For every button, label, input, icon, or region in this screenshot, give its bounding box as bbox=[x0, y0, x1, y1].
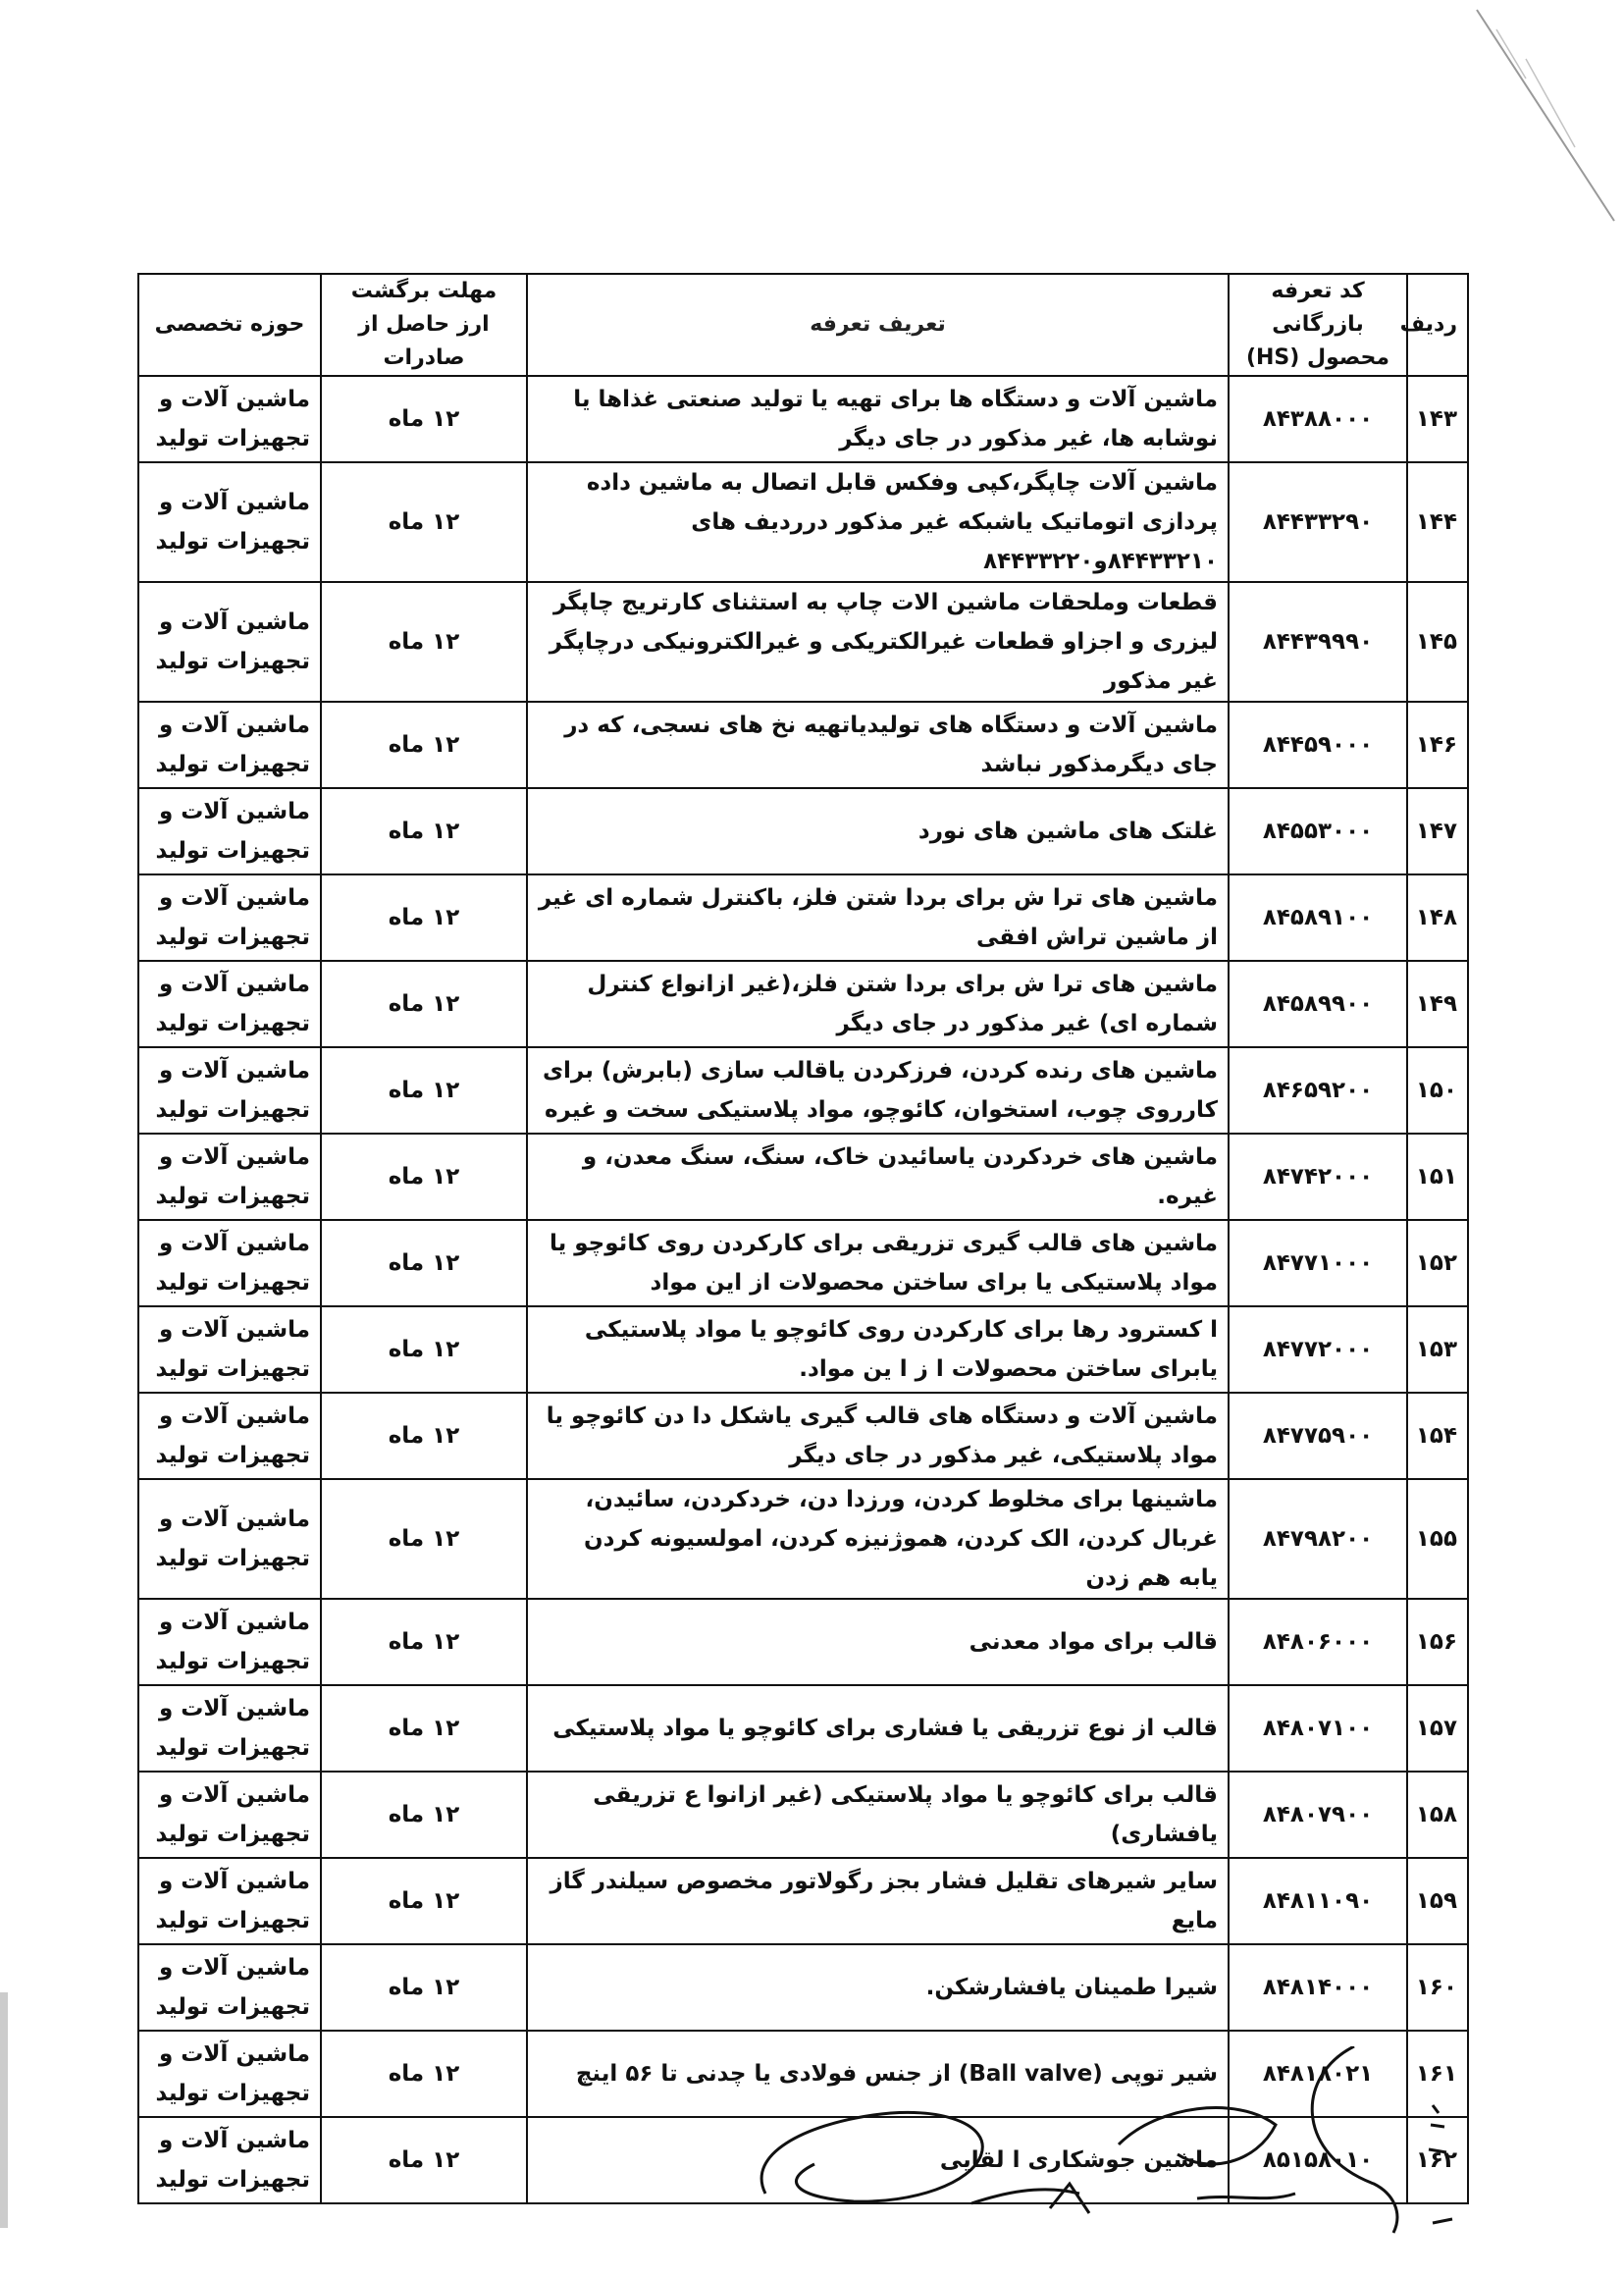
return-period: ۱۲ ماه bbox=[321, 788, 527, 874]
tariff-description: ماشین های قالب گیری تزریقی برای کارکردن روی کائوچو یا مواد پلاستیکی یا برای ساختن محصولات از این مواد bbox=[527, 1220, 1229, 1306]
row-number: ۱۶۰ bbox=[1407, 1944, 1468, 2031]
specialty-field: ماشین آلات و تجهیزات تولید bbox=[138, 702, 321, 788]
specialty-field: ماشین آلات و تجهیزات تولید bbox=[138, 2031, 321, 2117]
tariff-description: سایر شیرهای تقلیل فشار بجز رگولاتور مخصوص سیلندر گاز مایع bbox=[527, 1858, 1229, 1944]
hs-code: ۸۴۸۰۷۹۰۰ bbox=[1229, 1772, 1407, 1858]
table-row bbox=[138, 1685, 1468, 1772]
hs-code: ۸۴۵۸۹۹۰۰ bbox=[1229, 961, 1407, 1047]
tariff-description: ماشین های ترا ش برای بردا شتن فلز،(غیر ازانواع کنترل شماره ای) غیر مذکور در جای دیگر bbox=[527, 961, 1229, 1047]
specialty-field: ماشین آلات و تجهیزات تولید bbox=[138, 1944, 321, 2031]
tariff-table bbox=[137, 273, 1469, 2204]
row-number: ۱۴۹ bbox=[1407, 961, 1468, 1047]
table-row bbox=[138, 1306, 1468, 1393]
row-number: ۱۴۳ bbox=[1407, 376, 1468, 462]
row-number: ۱۴۵ bbox=[1407, 582, 1468, 702]
row-number: ۱۵۰ bbox=[1407, 1047, 1468, 1134]
table-row bbox=[138, 702, 1468, 788]
row-number: ۱۴۸ bbox=[1407, 874, 1468, 961]
table-row bbox=[138, 462, 1468, 582]
tariff-description: ماشین های رنده کردن، فرزکردن یاقالب سازی (بابرش) برای کارروی چوب، استخوان، کائوچو، مواد پلاستیکی سخت و غیره bbox=[527, 1047, 1229, 1134]
handwritten-signatures bbox=[746, 2046, 1492, 2262]
table-row bbox=[138, 1220, 1468, 1306]
signature-scribble-mid bbox=[971, 2184, 1089, 2213]
scan-edge-shadow bbox=[0, 1992, 8, 2228]
return-period: ۱۲ ماه bbox=[321, 1772, 527, 1858]
tariff-description: ماشین های ترا ش برای بردا شتن فلز، باکنترل شماره ای غیر از ماشین تراش افقی bbox=[527, 874, 1229, 961]
hs-code: ۸۴۵۸۹۱۰۰ bbox=[1229, 874, 1407, 961]
tariff-description: قالب برای مواد معدنی bbox=[527, 1599, 1229, 1685]
return-period: ۱۲ ماه bbox=[321, 1220, 527, 1306]
specialty-field: ماشین آلات و تجهیزات تولید bbox=[138, 1599, 321, 1685]
hs-code: ۸۴۸۱۴۰۰۰ bbox=[1229, 1944, 1407, 2031]
row-number: ۱۶۱ bbox=[1407, 2031, 1468, 2117]
row-number: ۱۵۶ bbox=[1407, 1599, 1468, 1685]
return-period: ۱۲ ماه bbox=[321, 2117, 527, 2203]
table-row bbox=[138, 376, 1468, 462]
row-number: ۱۶۲ bbox=[1407, 2117, 1468, 2203]
tariff-description: شیرا طمینان یافشارشکن. bbox=[527, 1944, 1229, 2031]
table-row bbox=[138, 1772, 1468, 1858]
table-row bbox=[138, 1858, 1468, 1944]
table-row bbox=[138, 874, 1468, 961]
specialty-field: ماشین آلات و تجهیزات تولید bbox=[138, 788, 321, 874]
table-row bbox=[138, 961, 1468, 1047]
tariff-description: ماشین آلات و دستگاه های تولیدیاتهیه نخ های نسجی، که در جای دیگرمذکور نباشد bbox=[527, 702, 1229, 788]
hs-code: ۸۴۳۸۸۰۰۰ bbox=[1229, 376, 1407, 462]
specialty-field: ماشین آلات و تجهیزات تولید bbox=[138, 462, 321, 582]
row-number: ۱۴۷ bbox=[1407, 788, 1468, 874]
row-number: ۱۵۵ bbox=[1407, 1479, 1468, 1599]
row-number: ۱۵۳ bbox=[1407, 1306, 1468, 1393]
row-number: ۱۵۹ bbox=[1407, 1858, 1468, 1944]
return-period: ۱۲ ماه bbox=[321, 1393, 527, 1479]
specialty-field: ماشین آلات و تجهیزات تولید bbox=[138, 1685, 321, 1772]
specialty-field: ماشین آلات و تجهیزات تولید bbox=[138, 1772, 321, 1858]
specialty-field: ماشین آلات و تجهیزات تولید bbox=[138, 961, 321, 1047]
return-period: ۱۲ ماه bbox=[321, 2031, 527, 2117]
header-description bbox=[527, 274, 1229, 376]
header-return-period: مهلت برگشت ارز حاصل از صادرات bbox=[321, 274, 527, 376]
hs-code: ۸۴۸۱۸۰۲۱ bbox=[1229, 2031, 1407, 2117]
row-number: ۱۵۷ bbox=[1407, 1685, 1468, 1772]
specialty-field: ماشین آلات و تجهیزات تولید bbox=[138, 1220, 321, 1306]
return-period: ۱۲ ماه bbox=[321, 1944, 527, 2031]
return-period: ۱۲ ماه bbox=[321, 702, 527, 788]
tariff-description: ا کسترود رها برای کارکردن روی کائوچو یا مواد پلاستیکی یابرای ساختن محصولات ا ز ا ین مواد. bbox=[527, 1306, 1229, 1393]
hs-code: ۸۴۷۹۸۲۰۰ bbox=[1229, 1479, 1407, 1599]
table-header-row bbox=[138, 274, 1468, 376]
tariff-description: ماشین آلات و دستگاه ها برای تهیه یا تولید صنعتی غذاها یا نوشابه ها، غیر مذکور در جای دیگر bbox=[527, 376, 1229, 462]
header-description-label: تعریف تعرفه bbox=[810, 312, 946, 337]
header-row-number: ردیف bbox=[1407, 274, 1468, 376]
hs-code: ۸۴۸۰۷۱۰۰ bbox=[1229, 1685, 1407, 1772]
tariff-description: شیر توپی (Ball valve) از جنس فولادی یا چدنی تا ۵۶ اینچ bbox=[527, 2031, 1229, 2117]
header-hs-code: کد تعرفه بازرگانی محصول (HS) bbox=[1229, 274, 1407, 376]
specialty-field: ماشین آلات و تجهیزات تولید bbox=[138, 874, 321, 961]
hs-code: ۸۴۷۷۲۰۰۰ bbox=[1229, 1306, 1407, 1393]
tariff-description: قالب برای کائوچو یا مواد پلاستیکی (غیر ازانوا ع تزریقی یافشاری) bbox=[527, 1772, 1229, 1858]
tariff-description: ماشینها برای مخلوط کردن، ورزدا دن، خردکردن، سائیدن، غربال کردن، الک کردن، هموژنیزه کردن، امولسیونه کردن یابه هم زدن bbox=[527, 1479, 1229, 1599]
hs-code: ۸۴۸۰۶۰۰۰ bbox=[1229, 1599, 1407, 1685]
tariff-description: قطعات وملحقات ماشین الات چاپ به استثنای کارتریج چاپگر لیزری و اجزاو قطعات غیرالکتریکی و غیرالکترونیکی درچاپگر غیر مذکور bbox=[527, 582, 1229, 702]
row-number: ۱۵۱ bbox=[1407, 1134, 1468, 1220]
hs-code: ۸۴۵۵۳۰۰۰ bbox=[1229, 788, 1407, 874]
hs-code: ۸۴۴۳۹۹۹۰ bbox=[1229, 582, 1407, 702]
return-period: ۱۲ ماه bbox=[321, 376, 527, 462]
header-field: حوزه تخصصی bbox=[138, 274, 321, 376]
hs-code: ۸۴۴۳۳۲۹۰ bbox=[1229, 462, 1407, 582]
table-row bbox=[138, 1479, 1468, 1599]
hs-code: ۸۴۸۱۱۰۹۰ bbox=[1229, 1858, 1407, 1944]
hs-code: ۸۴۷۷۱۰۰۰ bbox=[1229, 1220, 1407, 1306]
table-row bbox=[138, 1047, 1468, 1134]
table-row bbox=[138, 582, 1468, 702]
hs-code: ۸۴۴۵۹۰۰۰ bbox=[1229, 702, 1407, 788]
specialty-field: ماشین آلات و تجهیزات تولید bbox=[138, 1047, 321, 1134]
row-number: ۱۴۴ bbox=[1407, 462, 1468, 582]
return-period: ۱۲ ماه bbox=[321, 1685, 527, 1772]
hs-code: ۸۴۷۷۵۹۰۰ bbox=[1229, 1393, 1407, 1479]
return-period: ۱۲ ماه bbox=[321, 462, 527, 582]
tariff-description: ماشین آلات و دستگاه های قالب گیری یاشکل دا دن کائوچو یا مواد پلاستیکی، غیر مذکور در جای دیگر bbox=[527, 1393, 1229, 1479]
specialty-field: ماشین آلات و تجهیزات تولید bbox=[138, 1306, 321, 1393]
return-period: ۱۲ ماه bbox=[321, 1306, 527, 1393]
row-number: ۱۵۸ bbox=[1407, 1772, 1468, 1858]
signature-scribble-right bbox=[1119, 2108, 1295, 2198]
return-period: ۱۲ ماه bbox=[321, 1858, 527, 1944]
page-corner-fold bbox=[1467, 0, 1624, 226]
row-number: ۱۴۶ bbox=[1407, 702, 1468, 788]
tariff-description: ماشین های خردکردن یاسائیدن خاک، سنگ، سنگ معدن، و غیره. bbox=[527, 1134, 1229, 1220]
table-row bbox=[138, 1599, 1468, 1685]
specialty-field: ماشین آلات و تجهیزات تولید bbox=[138, 2117, 321, 2203]
specialty-field: ماشین آلات و تجهیزات تولید bbox=[138, 1393, 321, 1479]
signature-marks bbox=[1429, 2105, 1452, 2223]
hs-code: ۸۵۱۵۸۰۱۰ bbox=[1229, 2117, 1407, 2203]
hs-code: ۸۴۶۵۹۲۰۰ bbox=[1229, 1047, 1407, 1134]
table-row bbox=[138, 788, 1468, 874]
return-period: ۱۲ ماه bbox=[321, 1134, 527, 1220]
row-number: ۱۵۲ bbox=[1407, 1220, 1468, 1306]
specialty-field: ماشین آلات و تجهیزات تولید bbox=[138, 1479, 321, 1599]
tariff-description: غلتک های ماشین های نورد bbox=[527, 788, 1229, 874]
table-row bbox=[138, 1393, 1468, 1479]
hs-code: ۸۴۷۴۲۰۰۰ bbox=[1229, 1134, 1407, 1220]
specialty-field: ماشین آلات و تجهیزات تولید bbox=[138, 582, 321, 702]
return-period: ۱۲ ماه bbox=[321, 582, 527, 702]
return-period: ۱۲ ماه bbox=[321, 961, 527, 1047]
row-number: ۱۵۴ bbox=[1407, 1393, 1468, 1479]
tariff-description: قالب از نوع تزریقی یا فشاری برای کائوچو یا مواد پلاستیکی bbox=[527, 1685, 1229, 1772]
signature-scribble-left bbox=[761, 2112, 982, 2201]
tariff-description: ماشین آلات چاپگر،کپی وفکس قابل اتصال به ماشین داده پردازی اتوماتیک یاشبکه غیر مذکور درردیف های ۸۴۴۳۳۲۱۰و۸۴۴۳۳۲۲۰ bbox=[527, 462, 1229, 582]
specialty-field: ماشین آلات و تجهیزات تولید bbox=[138, 1858, 321, 1944]
specialty-field: ماشین آلات و تجهیزات تولید bbox=[138, 376, 321, 462]
specialty-field: ماشین آلات و تجهیزات تولید bbox=[138, 1134, 321, 1220]
tariff-description: ماشین جوشکاری ا لقایی bbox=[527, 2117, 1229, 2203]
return-period: ۱۲ ماه bbox=[321, 1047, 527, 1134]
signature-arc bbox=[1312, 2046, 1397, 2233]
return-period: ۱۲ ماه bbox=[321, 874, 527, 961]
return-period: ۱۲ ماه bbox=[321, 1479, 527, 1599]
return-period: ۱۲ ماه bbox=[321, 1599, 527, 1685]
table-row bbox=[138, 1134, 1468, 1220]
table-row bbox=[138, 1944, 1468, 2031]
